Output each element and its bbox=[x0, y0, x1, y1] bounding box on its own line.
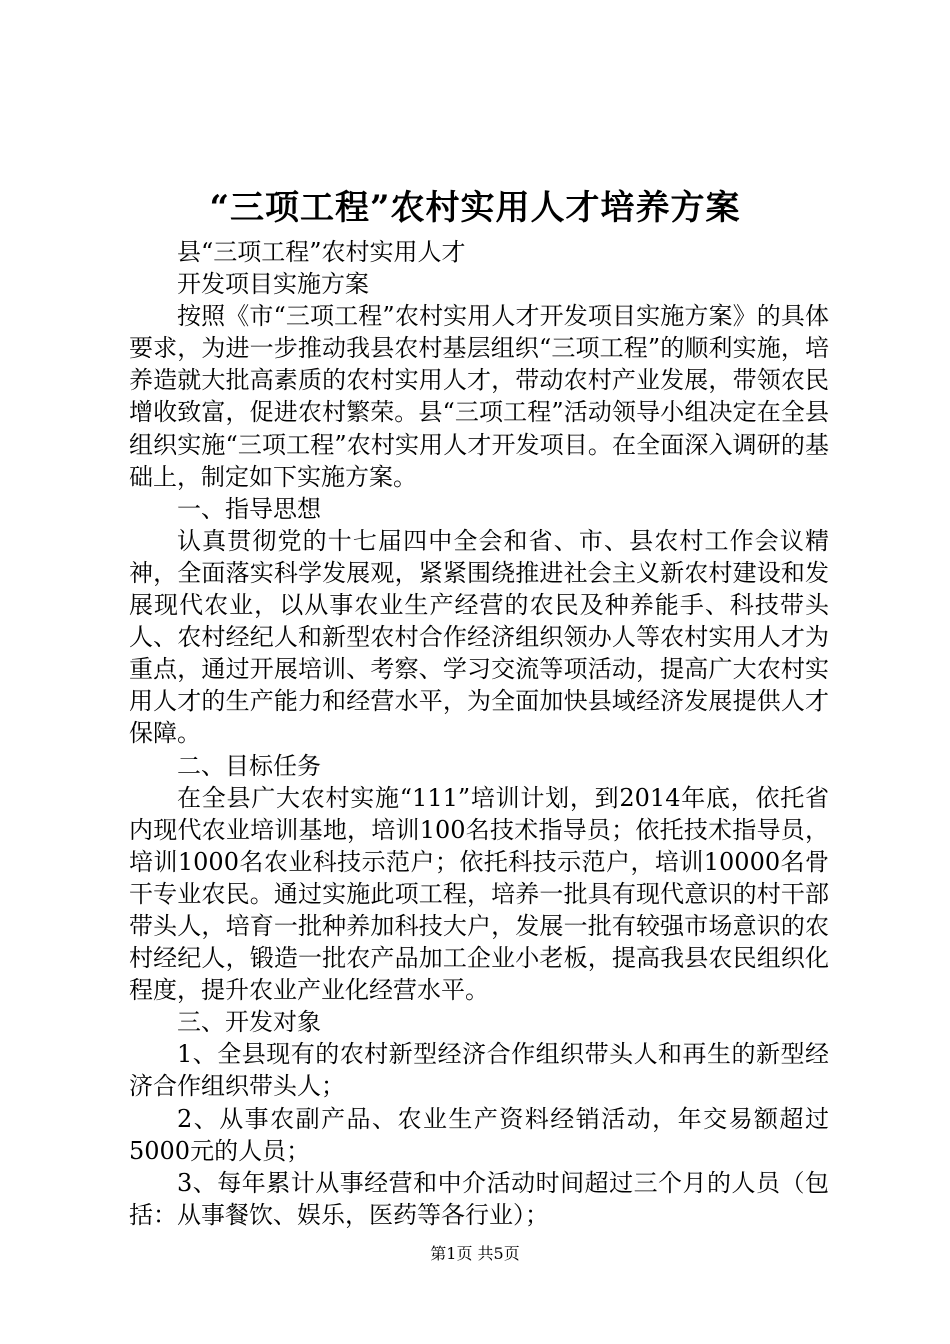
paragraph-goals: 在全县广大农村实施“111”培训计划，到2014年底，依托省内现代农业培训基地，培训100名技术指导员；依托技术指导员，培训1000名农业科技示范户；依托科技示范户，培训10000名骨干专业农民。通过实施此项工程，培养一批具有现代意识的村干部带头人，培育一批种养加科技大户，发展一批有较强市场意识的农村经纪人，锻造一批农产品加工企业小老板，提高我县农民组织化程度，提升农业产业化经营水平。 bbox=[129, 783, 829, 1005]
paragraph-subtitle-1: 县“三项工程”农村实用人才 bbox=[177, 238, 466, 266]
list-item-2: 2、从事农副产品、农业生产资料经销活动，年交易额超过5000元的人员； bbox=[129, 1104, 829, 1165]
document-body bbox=[129, 236, 829, 1231]
section-heading-guiding-ideology: 一、指导思想 bbox=[177, 494, 321, 523]
page-footer: 第1页 共5页 bbox=[430, 1244, 520, 1263]
paragraph-intro: 按照《市“三项工程”农村实用人才开发项目实施方案》的具体要求，为进一步推动我县农村基层组织“三项工程”的顺利实施，培养造就大批高素质的农村实用人才，带动农村产业发展，带领农民增收致富，促进农村繁荣。县“三项工程”活动领导小组决定在全县组织实施“三项工程”农村实用人才开发项目。在全面深入调研的基础上，制定如下实施方案。 bbox=[129, 302, 829, 491]
paragraph-guiding-ideology: 认真贯彻党的十七届四中全会和省、市、县农村工作会议精神，全面落实科学发展观，紧紧围绕推进社会主义新农村建设和发展现代农业，以从事农业生产经营的农民及种养能手、科技带头人、农村经纪人和新型农村合作经济组织领办人等农村实用人才为重点，通过开展培训、考察、学习交流等项活动，提高广大农村实用人才的生产能力和经营水平，为全面加快县域经济发展提供人才保障。 bbox=[129, 526, 829, 748]
section-heading-targets: 三、开发对象 bbox=[177, 1008, 321, 1037]
section-heading-goals: 二、目标任务 bbox=[177, 751, 321, 780]
document-title: “三项工程”农村实用人才培养方案 bbox=[209, 188, 741, 228]
list-item-3: 3、每年累计从事经营和中介活动时间超过三个月的人员（包括：从事餐饮、娱乐，医药等各行业）； bbox=[129, 1168, 829, 1229]
list-item-1: 1、全县现有的农村新型经济合作组织带头人和再生的新型经济合作组织带头人； bbox=[129, 1040, 829, 1101]
paragraph-subtitle-2: 开发项目实施方案 bbox=[177, 270, 369, 299]
